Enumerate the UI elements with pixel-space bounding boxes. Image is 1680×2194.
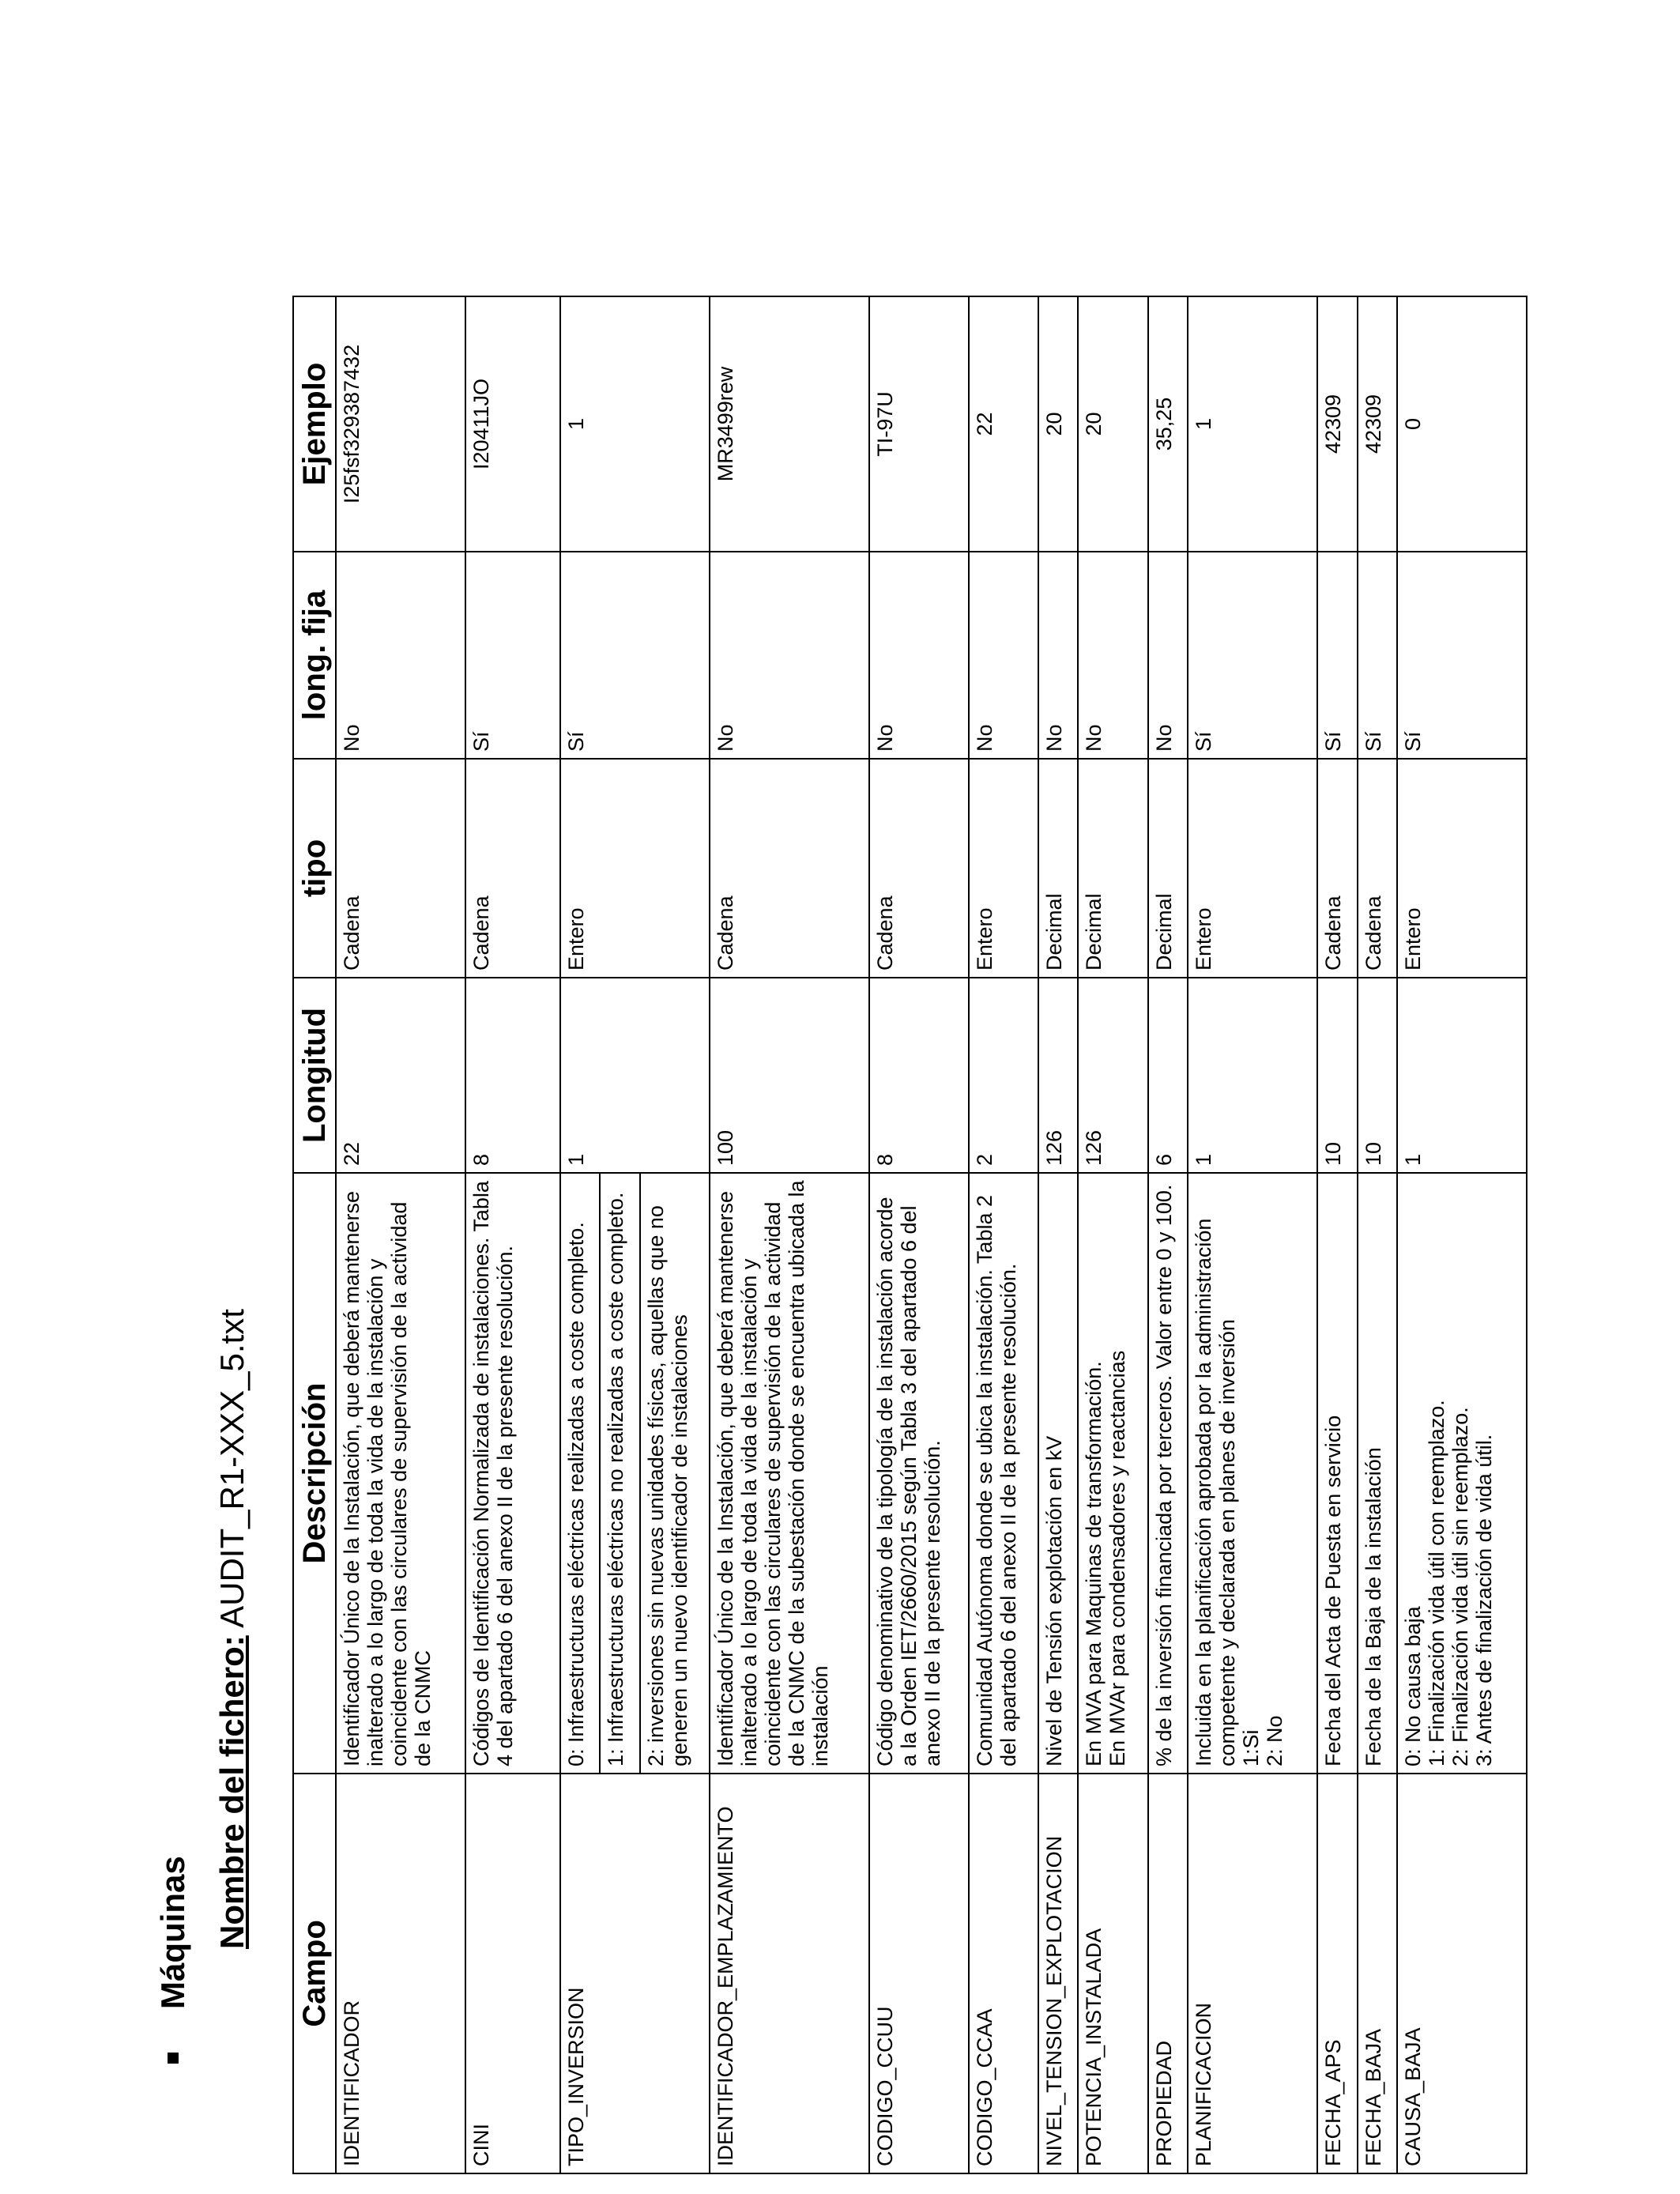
file-name-label: Nombre del fichero: bbox=[213, 1635, 250, 1949]
ejemplo-cell: MR3499rew bbox=[710, 296, 869, 552]
descripcion-cell: Fecha de la Baja de la instalación bbox=[1358, 1173, 1397, 1774]
campo-cell: IDENTIFICADOR bbox=[336, 1774, 465, 2173]
campo-cell: CODIGO_CCAA bbox=[969, 1774, 1038, 2173]
ejemplo-cell: 20 bbox=[1078, 296, 1147, 552]
tipo-cell: Decimal bbox=[1038, 759, 1078, 978]
descripcion-cell: Fecha del Acta de Puesta en servicio bbox=[1317, 1173, 1357, 1774]
ejemplo-cell: I25fsf329387432 bbox=[336, 296, 465, 552]
longitud-cell: 126 bbox=[1038, 978, 1078, 1173]
file-name-line bbox=[213, 1309, 251, 1949]
tipo-cell: Decimal bbox=[1148, 759, 1188, 978]
campo-cell: CAUSA_BAJA bbox=[1397, 1774, 1527, 2173]
longitud-cell: 1 bbox=[560, 978, 710, 1173]
campo-cell: NIVEL_TENSION_EXPLOTACION bbox=[1038, 1774, 1078, 2173]
long-fija-cell: Sí bbox=[465, 552, 560, 759]
section-heading bbox=[154, 1856, 192, 2064]
descripcion-cell: 0: Infraestructuras eléctricas realizadas a coste completo. bbox=[560, 1173, 600, 1774]
long-fija-cell: Sí bbox=[1317, 552, 1357, 759]
table-row bbox=[1038, 296, 1078, 2173]
tipo-cell: Cadena bbox=[869, 759, 969, 978]
ejemplo-cell: 20 bbox=[1038, 296, 1078, 552]
long-fija-cell: Sí bbox=[1188, 552, 1317, 759]
descripcion-cell: 0: No causa baja 1: Finalización vida útil con reemplazo. 2: Finalización vida útil sin reemplazo. 3: Antes de finalización de vida útil. bbox=[1397, 1173, 1527, 1774]
descripcion-cell: Comunidad Autónoma donde se ubica la instalación. Tabla 2 del apartado 6 del anexo II de la presente resolución. bbox=[969, 1173, 1038, 1774]
campo-cell: FECHA_APS bbox=[1317, 1774, 1357, 2173]
table-row bbox=[1148, 296, 1188, 2173]
table-row bbox=[710, 296, 869, 2173]
table-row bbox=[869, 296, 969, 2173]
descripcion-cell: En MVA para Maquinas de transformación. En MVAr para condensadores y reactancias bbox=[1078, 1173, 1147, 1774]
table-row bbox=[1397, 296, 1527, 2173]
longitud-cell: 100 bbox=[710, 978, 869, 1173]
ejemplo-cell: 0 bbox=[1397, 296, 1527, 552]
tipo-cell: Cadena bbox=[1317, 759, 1357, 978]
header-ejemplo: Ejemplo bbox=[293, 296, 336, 552]
tipo-cell: Cadena bbox=[710, 759, 869, 978]
longitud-cell: 8 bbox=[465, 978, 560, 1173]
longitud-cell: 1 bbox=[1397, 978, 1527, 1173]
long-fija-cell: No bbox=[1148, 552, 1188, 759]
ejemplo-cell: 42309 bbox=[1317, 296, 1357, 552]
tipo-cell: Cadena bbox=[465, 759, 560, 978]
campo-cell: CINI bbox=[465, 1774, 560, 2173]
longitud-cell: 1 bbox=[1188, 978, 1317, 1173]
tipo-cell: Cadena bbox=[1358, 759, 1397, 978]
tipo-cell: Decimal bbox=[1078, 759, 1147, 978]
fields-table bbox=[292, 296, 1527, 2174]
file-name-value: AUDIT_R1-XXX_5.txt bbox=[213, 1309, 250, 1628]
ejemplo-cell: 22 bbox=[969, 296, 1038, 552]
header-long-fija: long. fija bbox=[293, 552, 336, 759]
campo-cell: PROPIEDAD bbox=[1148, 1774, 1188, 2173]
header-descripcion: Descripción bbox=[293, 1173, 336, 1774]
ejemplo-cell: TI-97U bbox=[869, 296, 969, 552]
long-fija-cell: No bbox=[1038, 552, 1078, 759]
ejemplo-cell: I20411JO bbox=[465, 296, 560, 552]
table-row bbox=[336, 296, 465, 2173]
campo-cell: IDENTIFICADOR_EMPLAZAMIENTO bbox=[710, 1774, 869, 2173]
longitud-cell: 22 bbox=[336, 978, 465, 1173]
descripcion-cell: Identificador Único de la Instalación, que deberá mantenerse inalterado a lo largo de toda la vida de la instalación y coincidente con las circulares de supervisión de la actividad de la CNMC bbox=[336, 1173, 465, 1774]
long-fija-cell: Sí bbox=[1358, 552, 1397, 759]
descripcion-cell: Identificador Único de la Instalación, que deberá mantenerse inalterado a lo largo de toda la vida de la instalación y coincidente con las circulares de supervisión de la actividad de la CNMC de la subestación donde se encuentra ubicada la instalación bbox=[710, 1173, 869, 1774]
header-campo: Campo bbox=[293, 1774, 336, 2173]
descripcion-cell: Incluida en la planificación aprobada por la administración competente y declarada en planes de inversión 1:Si 2: No bbox=[1188, 1173, 1317, 1774]
header-longitud: Longitud bbox=[293, 978, 336, 1173]
descripcion-cell: % de la inversión financiada por terceros. Valor entre 0 y 100. bbox=[1148, 1173, 1188, 1774]
table-row bbox=[560, 296, 600, 2173]
campo-cell: TIPO_INVERSION bbox=[560, 1774, 710, 2173]
long-fija-cell: No bbox=[710, 552, 869, 759]
tipo-cell: Entero bbox=[1397, 759, 1527, 978]
section-title: Máquinas bbox=[154, 1856, 191, 2009]
header-tipo: tipo bbox=[293, 759, 336, 978]
table-row bbox=[465, 296, 560, 2173]
long-fija-cell: No bbox=[969, 552, 1038, 759]
ejemplo-cell: 35,25 bbox=[1148, 296, 1188, 552]
descripcion-cell: 2: inversiones sin nuevas unidades físicas, aquellas que no generen un nuevo identificador de instalaciones bbox=[640, 1173, 710, 1774]
longitud-cell: 10 bbox=[1358, 978, 1397, 1173]
ejemplo-cell: 1 bbox=[1188, 296, 1317, 552]
table-row bbox=[969, 296, 1038, 2173]
descripcion-cell: 1: Infraestructuras eléctricas no realizadas a coste completo. bbox=[600, 1173, 639, 1774]
longitud-cell: 6 bbox=[1148, 978, 1188, 1173]
ejemplo-cell: 1 bbox=[560, 296, 710, 552]
ejemplo-cell: 42309 bbox=[1358, 296, 1397, 552]
long-fija-cell: No bbox=[1078, 552, 1147, 759]
tipo-cell: Entero bbox=[560, 759, 710, 978]
table-row bbox=[1317, 296, 1357, 2173]
table-row bbox=[1078, 296, 1147, 2173]
tipo-cell: Entero bbox=[969, 759, 1038, 978]
bullet-icon bbox=[168, 2053, 179, 2064]
descripcion-cell: Nivel de Tensión explotación en kV bbox=[1038, 1173, 1078, 1774]
campo-cell: FECHA_BAJA bbox=[1358, 1774, 1397, 2173]
long-fija-cell: No bbox=[869, 552, 969, 759]
campo-cell: POTENCIA_INSTALADA bbox=[1078, 1774, 1147, 2173]
descripcion-cell: Código denominativo de la tipología de la instalación acorde a la Orden IET/2660/2015 según Tabla 3 del apartado 6 del anexo II de la presente resolución. bbox=[869, 1173, 969, 1774]
campo-cell: PLANIFICACION bbox=[1188, 1774, 1317, 2173]
longitud-cell: 126 bbox=[1078, 978, 1147, 1173]
longitud-cell: 10 bbox=[1317, 978, 1357, 1173]
table-row bbox=[1358, 296, 1397, 2173]
longitud-cell: 2 bbox=[969, 978, 1038, 1173]
longitud-cell: 8 bbox=[869, 978, 969, 1173]
long-fija-cell: Sí bbox=[1397, 552, 1527, 759]
descripcion-cell: Códigos de Identificación Normalizada de instalaciones. Tabla 4 del apartado 6 del anexo II de la presente resolución. bbox=[465, 1173, 560, 1774]
table-row bbox=[1188, 296, 1317, 2173]
tipo-cell: Cadena bbox=[336, 759, 465, 978]
tipo-cell: Entero bbox=[1188, 759, 1317, 978]
campo-cell: CODIGO_CCUU bbox=[869, 1774, 969, 2173]
long-fija-cell: Sí bbox=[560, 552, 710, 759]
table-header-row bbox=[293, 296, 336, 2173]
long-fija-cell: No bbox=[336, 552, 465, 759]
